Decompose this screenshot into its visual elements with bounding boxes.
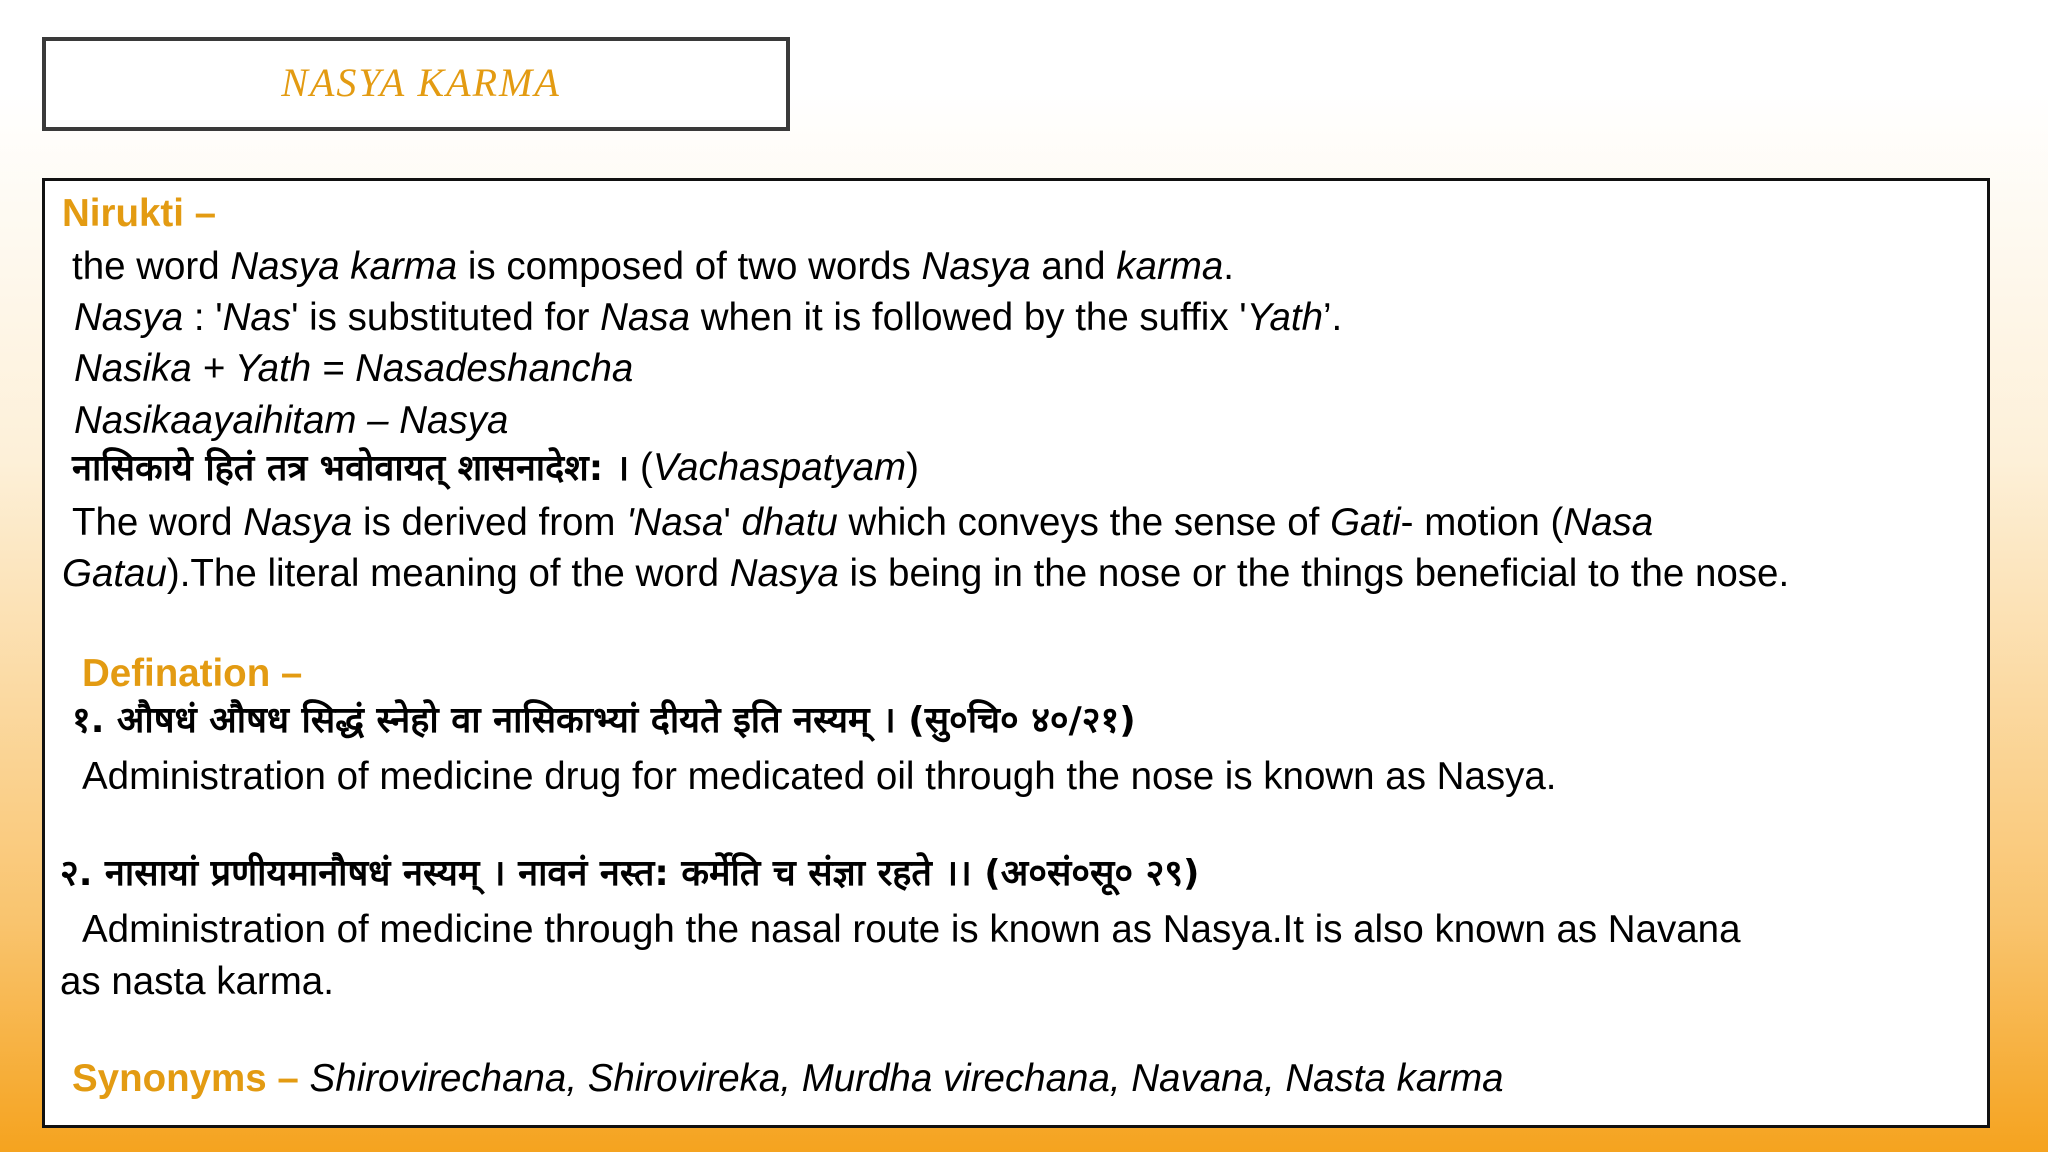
defination-verse-1: १. औषधं औषध सिद्धं स्नेहो वा नासिकाभ्यां दीयते इति नस्यम् । (सु०चि० ४०/२१): [72, 700, 1136, 741]
nirukti-heading: Nirukti –: [62, 192, 217, 235]
nirukti-line-4: Nasikaayaihitam – Nasya: [74, 399, 509, 442]
page-title: NASYA KARMA: [281, 59, 561, 105]
defination-explanation-2b: as nasta karma.: [60, 960, 334, 1003]
content-box: [42, 178, 1990, 1128]
nirukti-derivation-2: Gatau).The literal meaning of the word Nasya is being in the nose or the things beneficial to the nose.: [62, 552, 1790, 595]
nirukti-line-1: the word Nasya karma is composed of two words Nasya and karma.: [72, 245, 1234, 288]
synonyms-line: [72, 1057, 1504, 1100]
synonyms-list: Shirovirechana, Shirovireka, Murdha virechana, Navana, Nasta karma: [309, 1057, 1504, 1100]
synonyms-heading: Synonyms –: [72, 1057, 310, 1100]
nirukti-line-2: Nasya : 'Nas' is substituted for Nasa when it is followed by the suffix 'Yath’.: [74, 296, 1343, 339]
defination-explanation-2a: Administration of medicine through the nasal route is known as Nasya.It is also known as Navana: [82, 908, 1741, 951]
nirukti-line-3: Nasika + Yath = Nasadeshancha: [74, 347, 634, 390]
defination-heading: Defination –: [82, 652, 303, 695]
nirukti-derivation-1: The word Nasya is derived from 'Nasa' dhatu which conveys the sense of Gati- motion (Nasa: [72, 501, 1654, 544]
defination-verse-2: २. नासायां प्रणीयमानौषधं नस्यम् । नावनं नस्त: कर्मेति च संज्ञा रहते ।। (अ०सं०सू० २९): [60, 853, 1200, 894]
nirukti-sanskrit: नासिकाये हितं तत्र भवोवायत् शासनादेश: । (Vachaspatyam): [72, 446, 919, 489]
title-box: [42, 37, 790, 131]
defination-explanation-1: Administration of medicine drug for medicated oil through the nose is known as Nasya.: [82, 755, 1557, 798]
